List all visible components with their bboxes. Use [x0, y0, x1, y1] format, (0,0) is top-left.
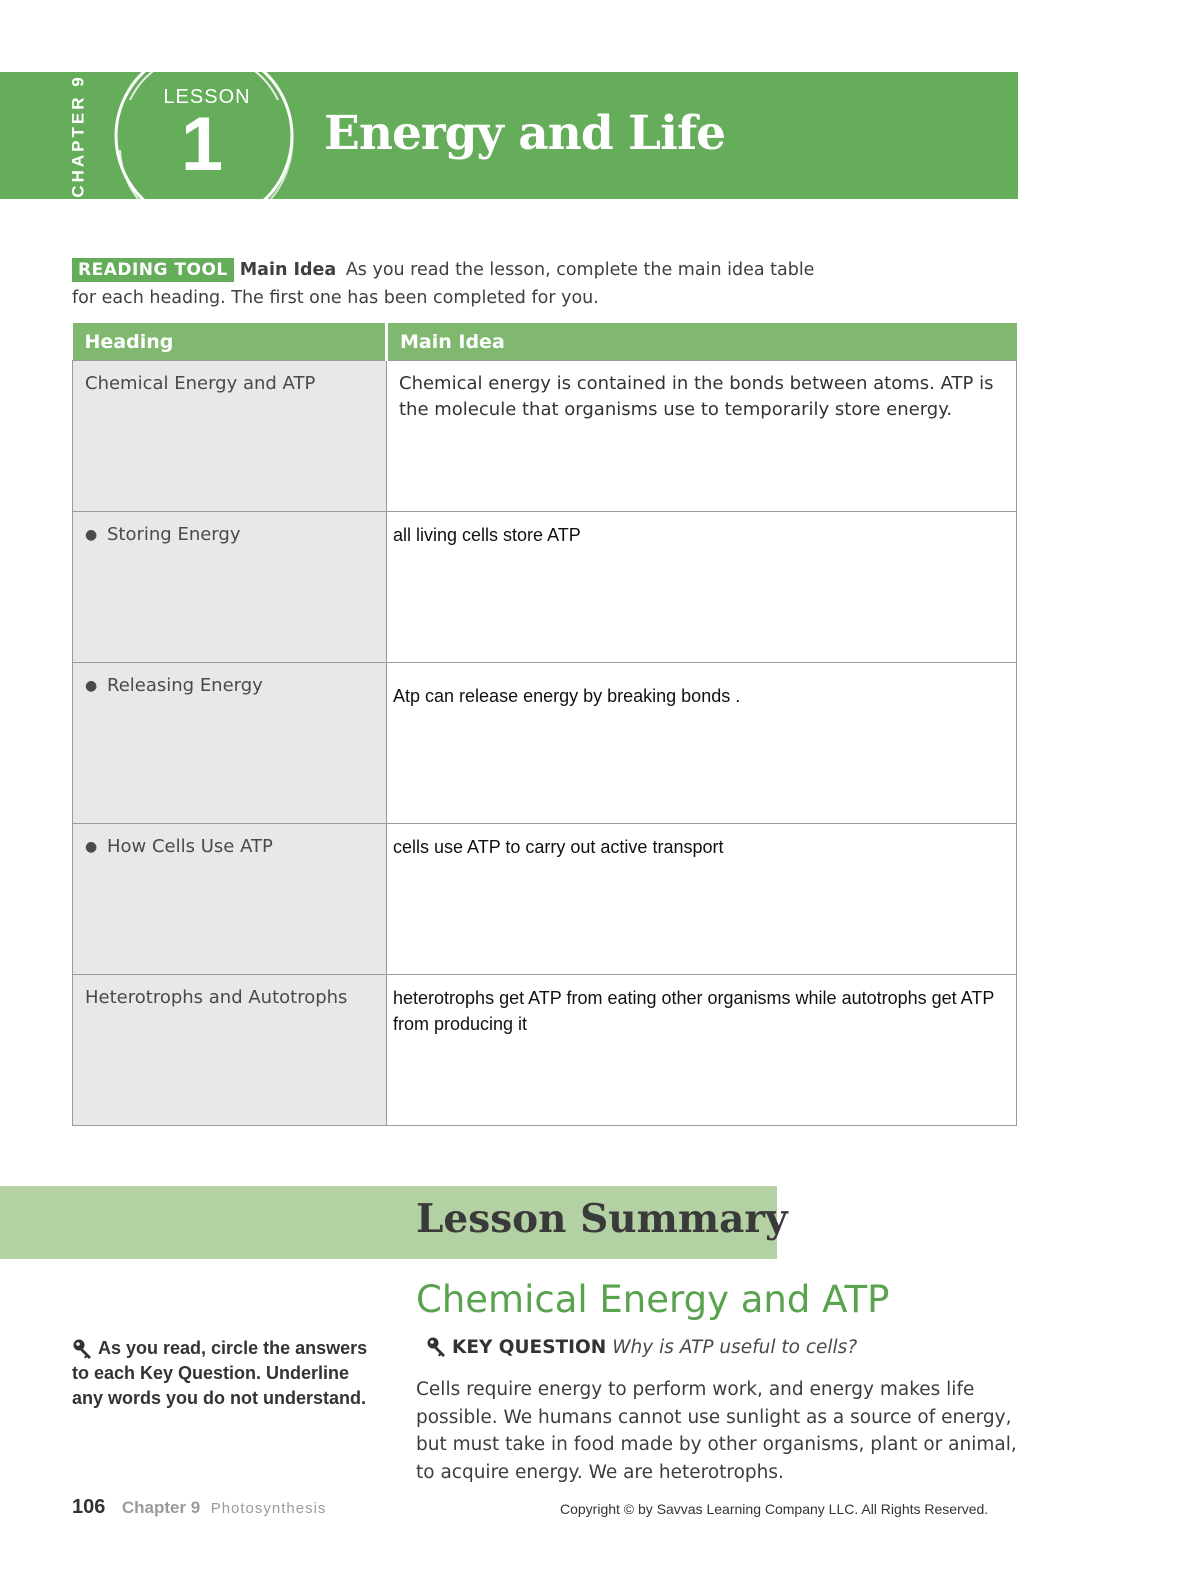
bullet-icon: ●	[85, 527, 98, 543]
main-idea-table	[72, 323, 1017, 1126]
lesson-title: Energy and Life	[324, 106, 726, 161]
lesson-summary-title: Lesson Summary	[416, 1196, 788, 1242]
lesson-word: LESSON	[163, 86, 251, 108]
heading-cell: Heterotrophs and Autotrophs	[73, 975, 387, 1126]
table-header-row	[73, 323, 1017, 361]
summary-body-text: Cells require energy to perform work, and energy makes life possible. We humans cannot use sunlight as a source of energy, but must take in food made by other organisms, plant or animal, to acquire energy. We are heterotrophs.	[416, 1379, 1017, 1483]
footer-chapter: Chapter 9	[121, 1498, 201, 1517]
table-row	[73, 663, 1017, 824]
key-question	[426, 1336, 857, 1358]
side-note	[72, 1336, 372, 1411]
lesson-number: 1	[180, 102, 224, 187]
chapter-label: CHAPTER 9	[69, 73, 89, 198]
main-idea-cell[interactable]: Atp can release energy by breaking bonds .	[387, 663, 1017, 824]
copyright-notice: Copyright © by Savvas Learning Company LLC. All Rights Reserved.	[560, 1501, 989, 1517]
key-question-label: KEY QUESTION	[452, 1336, 607, 1358]
table-row	[73, 975, 1017, 1126]
main-idea-cell[interactable]: all living cells store ATP	[387, 512, 1017, 663]
table-row	[73, 512, 1017, 663]
column-header-heading: Heading	[73, 323, 387, 361]
table-row	[73, 824, 1017, 975]
footer-left	[72, 1496, 326, 1519]
heading-cell: ● Releasing Energy	[73, 663, 387, 824]
bullet-icon: ●	[85, 678, 98, 694]
section-title: Chemical Energy and ATP	[416, 1278, 890, 1321]
column-header-main-idea: Main Idea	[387, 323, 1017, 361]
key-icon	[72, 1338, 94, 1360]
page-number: 106	[72, 1496, 106, 1518]
reading-tool-text: As you read the lesson, complete the main idea table for each heading. The first one has been completed for you.	[72, 260, 815, 308]
footer-topic: Photosynthesis	[210, 1500, 327, 1517]
side-note-text: As you read, circle the answers to each Key Question. Underline any words you do not understand.	[72, 1338, 368, 1408]
main-idea-cell[interactable]: Chemical energy is contained in the bonds between atoms. ATP is the molecule that organisms use to temporarily store energy.	[387, 361, 1017, 512]
heading-cell: ● How Cells Use ATP	[73, 824, 387, 975]
key-question-text: Why is ATP useful to cells?	[612, 1336, 858, 1358]
reading-tool-instructions	[72, 256, 832, 312]
heading-cell: Chemical Energy and ATP	[73, 361, 387, 512]
key-icon	[426, 1336, 448, 1358]
table-row	[73, 361, 1017, 512]
reading-tool-badge: READING TOOL	[72, 258, 234, 282]
main-idea-cell[interactable]: heterotrophs get ATP from eating other organisms while autotrophs get ATP from producing it	[387, 975, 1017, 1126]
main-idea-cell[interactable]: cells use ATP to carry out active transport	[387, 824, 1017, 975]
heading-cell: ● Storing Energy	[73, 512, 387, 663]
bullet-icon: ●	[85, 839, 98, 855]
main-idea-label: Main Idea	[239, 260, 337, 280]
